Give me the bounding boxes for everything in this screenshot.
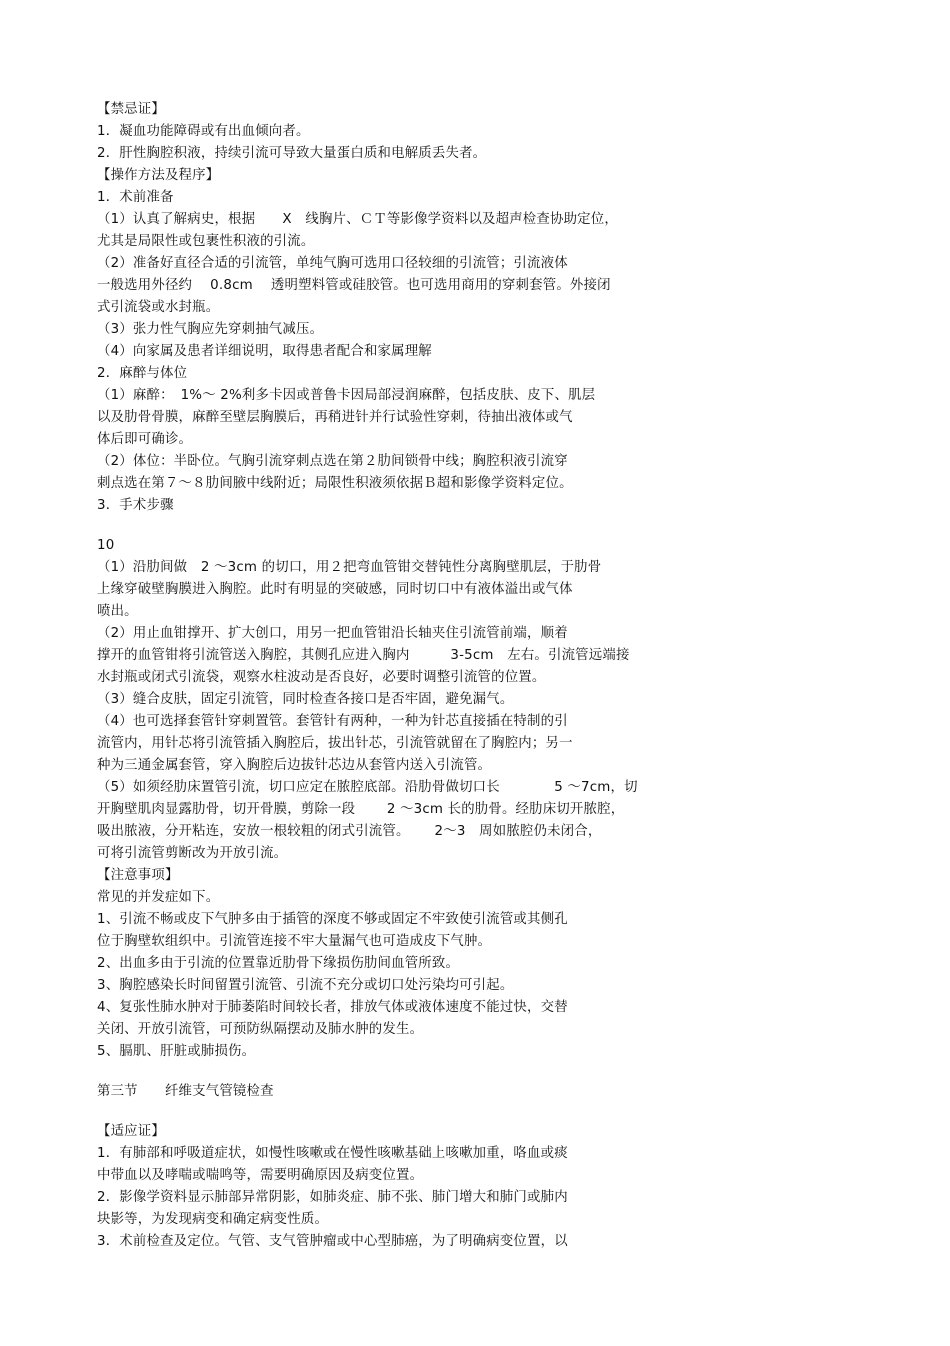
text-line: 流管内，用针芯将引流管插入胸腔后，拔出针芯，引流管就留在了胸腔内；另一: [97, 736, 573, 751]
text-line: （4）也可选择套管针穿刺置管。套管针有两种，一种为针芯直接插在特制的引: [97, 714, 568, 729]
text-line: 上缘穿破壁胸膜进入胸腔。此时有明显的突破感，同时切口中有液体溢出或气体: [97, 582, 573, 597]
text-line: 1．术前准备: [97, 190, 174, 205]
text-line: （1）麻醉： 1%～ 2%利多卡因或普鲁卡因局部浸润麻醉，包括皮肤、皮下、肌层: [97, 388, 596, 403]
text-line: 中带血以及哮喘或喘鸣等，需要明确原因及病变位置。: [97, 1168, 424, 1183]
text-line: 吸出脓液，分开粘连，安放一根较粗的闭式引流管。 2～3 周如脓腔仍未闭合，: [97, 824, 602, 839]
section-title: 第三节 纤维支气管镜检查: [97, 1084, 274, 1099]
text-line: 尤其是局限性或包裹性积液的引流。: [97, 234, 315, 249]
text-line: 关闭、开放引流管，可预防纵隔摆动及肺水肿的发生。: [97, 1022, 424, 1037]
text-line: （1）沿肋间做 2 ～3cm 的切口，用２把弯血管钳交替钝性分离胸壁肌层，于肋骨: [97, 560, 602, 575]
text-line: 3．手术步骤: [97, 498, 174, 513]
text-line: 2．影像学资料显示肺部异常阴影，如肺炎症、肺不张、肺门增大和肺门或肺内: [97, 1190, 568, 1205]
text-line: 可将引流管剪断改为开放引流。: [97, 846, 288, 861]
text-line: 撑开的血管钳将引流管送入胸腔，其侧孔应进入胸内 3-5cm 左右。引流管远端接: [97, 648, 630, 663]
text-line: 位于胸壁软组织中。引流管连接不牢大量漏气也可造成皮下气肿。: [97, 934, 492, 949]
text-line: （4）向家属及患者详细说明，取得患者配合和家属理解: [97, 344, 432, 359]
text-line: 1．凝血功能障碍或有出血倾向者。: [97, 124, 310, 139]
text-line: （2）准备好直径合适的引流管，单纯气胸可选用口径较细的引流管；引流液体: [97, 256, 568, 271]
text-line: 1、引流不畅或皮下气肿多由于插管的深度不够或固定不牢致使引流管或其侧孔: [97, 912, 568, 927]
text-line: 开胸壁肌肉显露肋骨，切开骨膜，剪除一段 2 ～3cm 长的肋骨。经肋床切开脓腔，: [97, 802, 625, 817]
text-line: 种为三通金属套管，穿入胸腔后边拔针芯边从套管内送入引流管。: [97, 758, 492, 773]
text-line: 2．肝性胸腔积液，持续引流可导致大量蛋白质和电解质丢失者。: [97, 146, 487, 161]
text-line: 5、膈肌、肝脏或肺损伤。: [97, 1044, 256, 1059]
heading-precautions: 【注意事项】: [97, 868, 179, 883]
text-line: 式引流袋或水封瓶。: [97, 300, 220, 315]
text-line: 3、胸腔感染长时间留置引流管、引流不充分或切口处污染均可引起。: [97, 978, 514, 993]
text-line: 2．麻醉与体位: [97, 366, 188, 381]
heading-contraindications: 【禁忌证】: [97, 102, 165, 117]
heading-procedure: 【操作方法及程序】: [97, 168, 220, 183]
text-line: 块影等，为发现病变和确定病变性质。: [97, 1212, 329, 1227]
text-line: 喷出。: [97, 604, 138, 619]
text-line: 以及肋骨骨膜，麻醉至壁层胸膜后，再稍进针并行试验性穿刺，待抽出液体或气: [97, 410, 573, 425]
heading-indications: 【适应证】: [97, 1124, 165, 1139]
text-line: （2）体位：半卧位。气胸引流穿刺点选在第２肋间锁骨中线；胸腔积液引流穿: [97, 454, 568, 469]
text-line: 水封瓶或闭式引流袋，观察水柱波动是否良好，必要时调整引流管的位置。: [97, 670, 546, 685]
text-line: 一般选用外径约 0.8cm 透明塑料管或硅胶管。也可选用商用的穿刺套管。外接闭: [97, 278, 611, 293]
text-line: 3．术前检查及定位。气管、支气管肿瘤或中心型肺癌，为了明确病变位置，以: [97, 1234, 568, 1249]
text-line: 常见的并发症如下。: [97, 890, 220, 905]
page-number: 10: [97, 538, 115, 553]
text-line: 1．有肺部和呼吸道症状，如慢性咳嗽或在慢性咳嗽基础上咳嗽加重，咯血或痰: [97, 1146, 568, 1161]
text-line: 刺点选在第７～８肋间腋中线附近；局限性积液须依据Ｂ超和影像学资料定位。: [97, 476, 573, 491]
text-line: （1）认真了解病史，根据 X 线胸片、ＣＴ等影像学资料以及超声检查协助定位，: [97, 212, 618, 227]
text-line: （5）如须经肋床置管引流，切口应定在脓腔底部。沿肋骨做切口长 5 ～7cm，切: [97, 780, 638, 795]
text-line: 2、出血多由于引流的位置靠近肋骨下缘损伤肋间血管所致。: [97, 956, 460, 971]
text-line: 体后即可确诊。: [97, 432, 193, 447]
text-line: （2）用止血钳撑开、扩大创口，用另一把血管钳沿长轴夹住引流管前端，顺着: [97, 626, 568, 641]
text-line: （3）缝合皮肤，固定引流管，同时检查各接口是否牢固，避免漏气。: [97, 692, 514, 707]
text-line: （3）张力性气胸应先穿刺抽气减压。: [97, 322, 324, 337]
text-line: 4、复张性肺水肿对于肺萎陷时间较长者，排放气体或液体速度不能过快，交替: [97, 1000, 568, 1015]
